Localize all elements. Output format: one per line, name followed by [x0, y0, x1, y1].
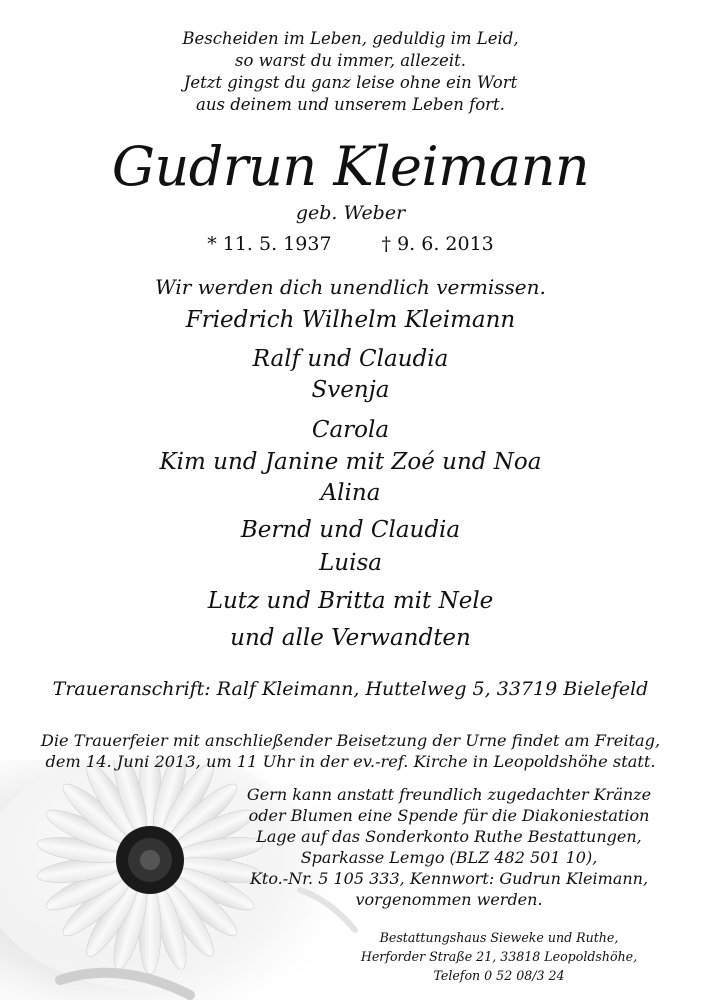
family-member: und alle Verwandten [230, 625, 471, 651]
family-member: Alina [320, 480, 381, 506]
undertaker-line: Herforder Straße 21, 33818 Leopoldshöhe, [360, 949, 638, 964]
life-dates [0, 232, 701, 256]
donation-line: Kto.-Nr. 5 105 333, Kennwort: Gudrun Kleimann, [249, 869, 649, 888]
poem-line: Bescheiden im Leben, geduldig im Leid, [182, 29, 519, 48]
donation-line: Sparkasse Lemgo (BLZ 482 501 10), [300, 848, 598, 867]
poem-line: Jetzt gingst du ganz leise ohne ein Wort [183, 73, 518, 92]
family-member: Luisa [319, 550, 382, 576]
miss-line: Wir werden dich unendlich vermissen. [155, 275, 546, 299]
poem [0, 28, 701, 116]
ceremony-line: dem 14. Juni 2013, um 11 Uhr in der ev.-ref. Kirche in Leopoldshöhe statt. [45, 752, 656, 771]
family-member: Kim und Janine mit Zoé und Noa [159, 449, 542, 475]
ceremony-line: Die Trauerfeier mit anschließender Beisetzung der Urne findet am Freitag, [40, 731, 661, 750]
donation-line: Lage auf das Sonderkonto Ruthe Bestattungen, [256, 827, 642, 846]
birth-date: * 11. 5. 1937 [207, 233, 332, 255]
family-member: Svenja [311, 377, 390, 403]
family-member: Bernd und Claudia [240, 517, 461, 543]
family-member: Lutz und Britta mit Nele [207, 588, 494, 614]
undertaker-line: Telefon 0 52 08/3 24 [433, 968, 565, 983]
family-member: Friedrich Wilhelm Kleimann [185, 307, 516, 333]
maiden-name: geb. Weber [295, 202, 406, 224]
donation-info [239, 784, 659, 910]
poem-line: so warst du immer, allezeit. [235, 51, 466, 70]
family-member: Ralf und Claudia [252, 346, 449, 372]
undertaker-info [339, 928, 659, 985]
family-member: Carola [311, 417, 390, 443]
ceremony-info [0, 730, 701, 772]
undertaker-line: Bestattungshaus Sieweke und Ruthe, [379, 930, 619, 945]
death-date: † 9. 6. 2013 [381, 233, 494, 255]
mourning-address: Traueranschrift: Ralf Kleimann, Huttelweg 5, 33719 Bielefeld [52, 678, 649, 700]
deceased-name: Gudrun Kleimann [111, 135, 590, 198]
donation-line: oder Blumen eine Spende für die Diakoniestation [248, 806, 650, 825]
donation-line: Gern kann anstatt freundlich zugedachter Kränze [246, 785, 652, 804]
poem-line: aus deinem und unserem Leben fort. [196, 95, 505, 114]
donation-line: vorgenommen werden. [355, 890, 543, 909]
